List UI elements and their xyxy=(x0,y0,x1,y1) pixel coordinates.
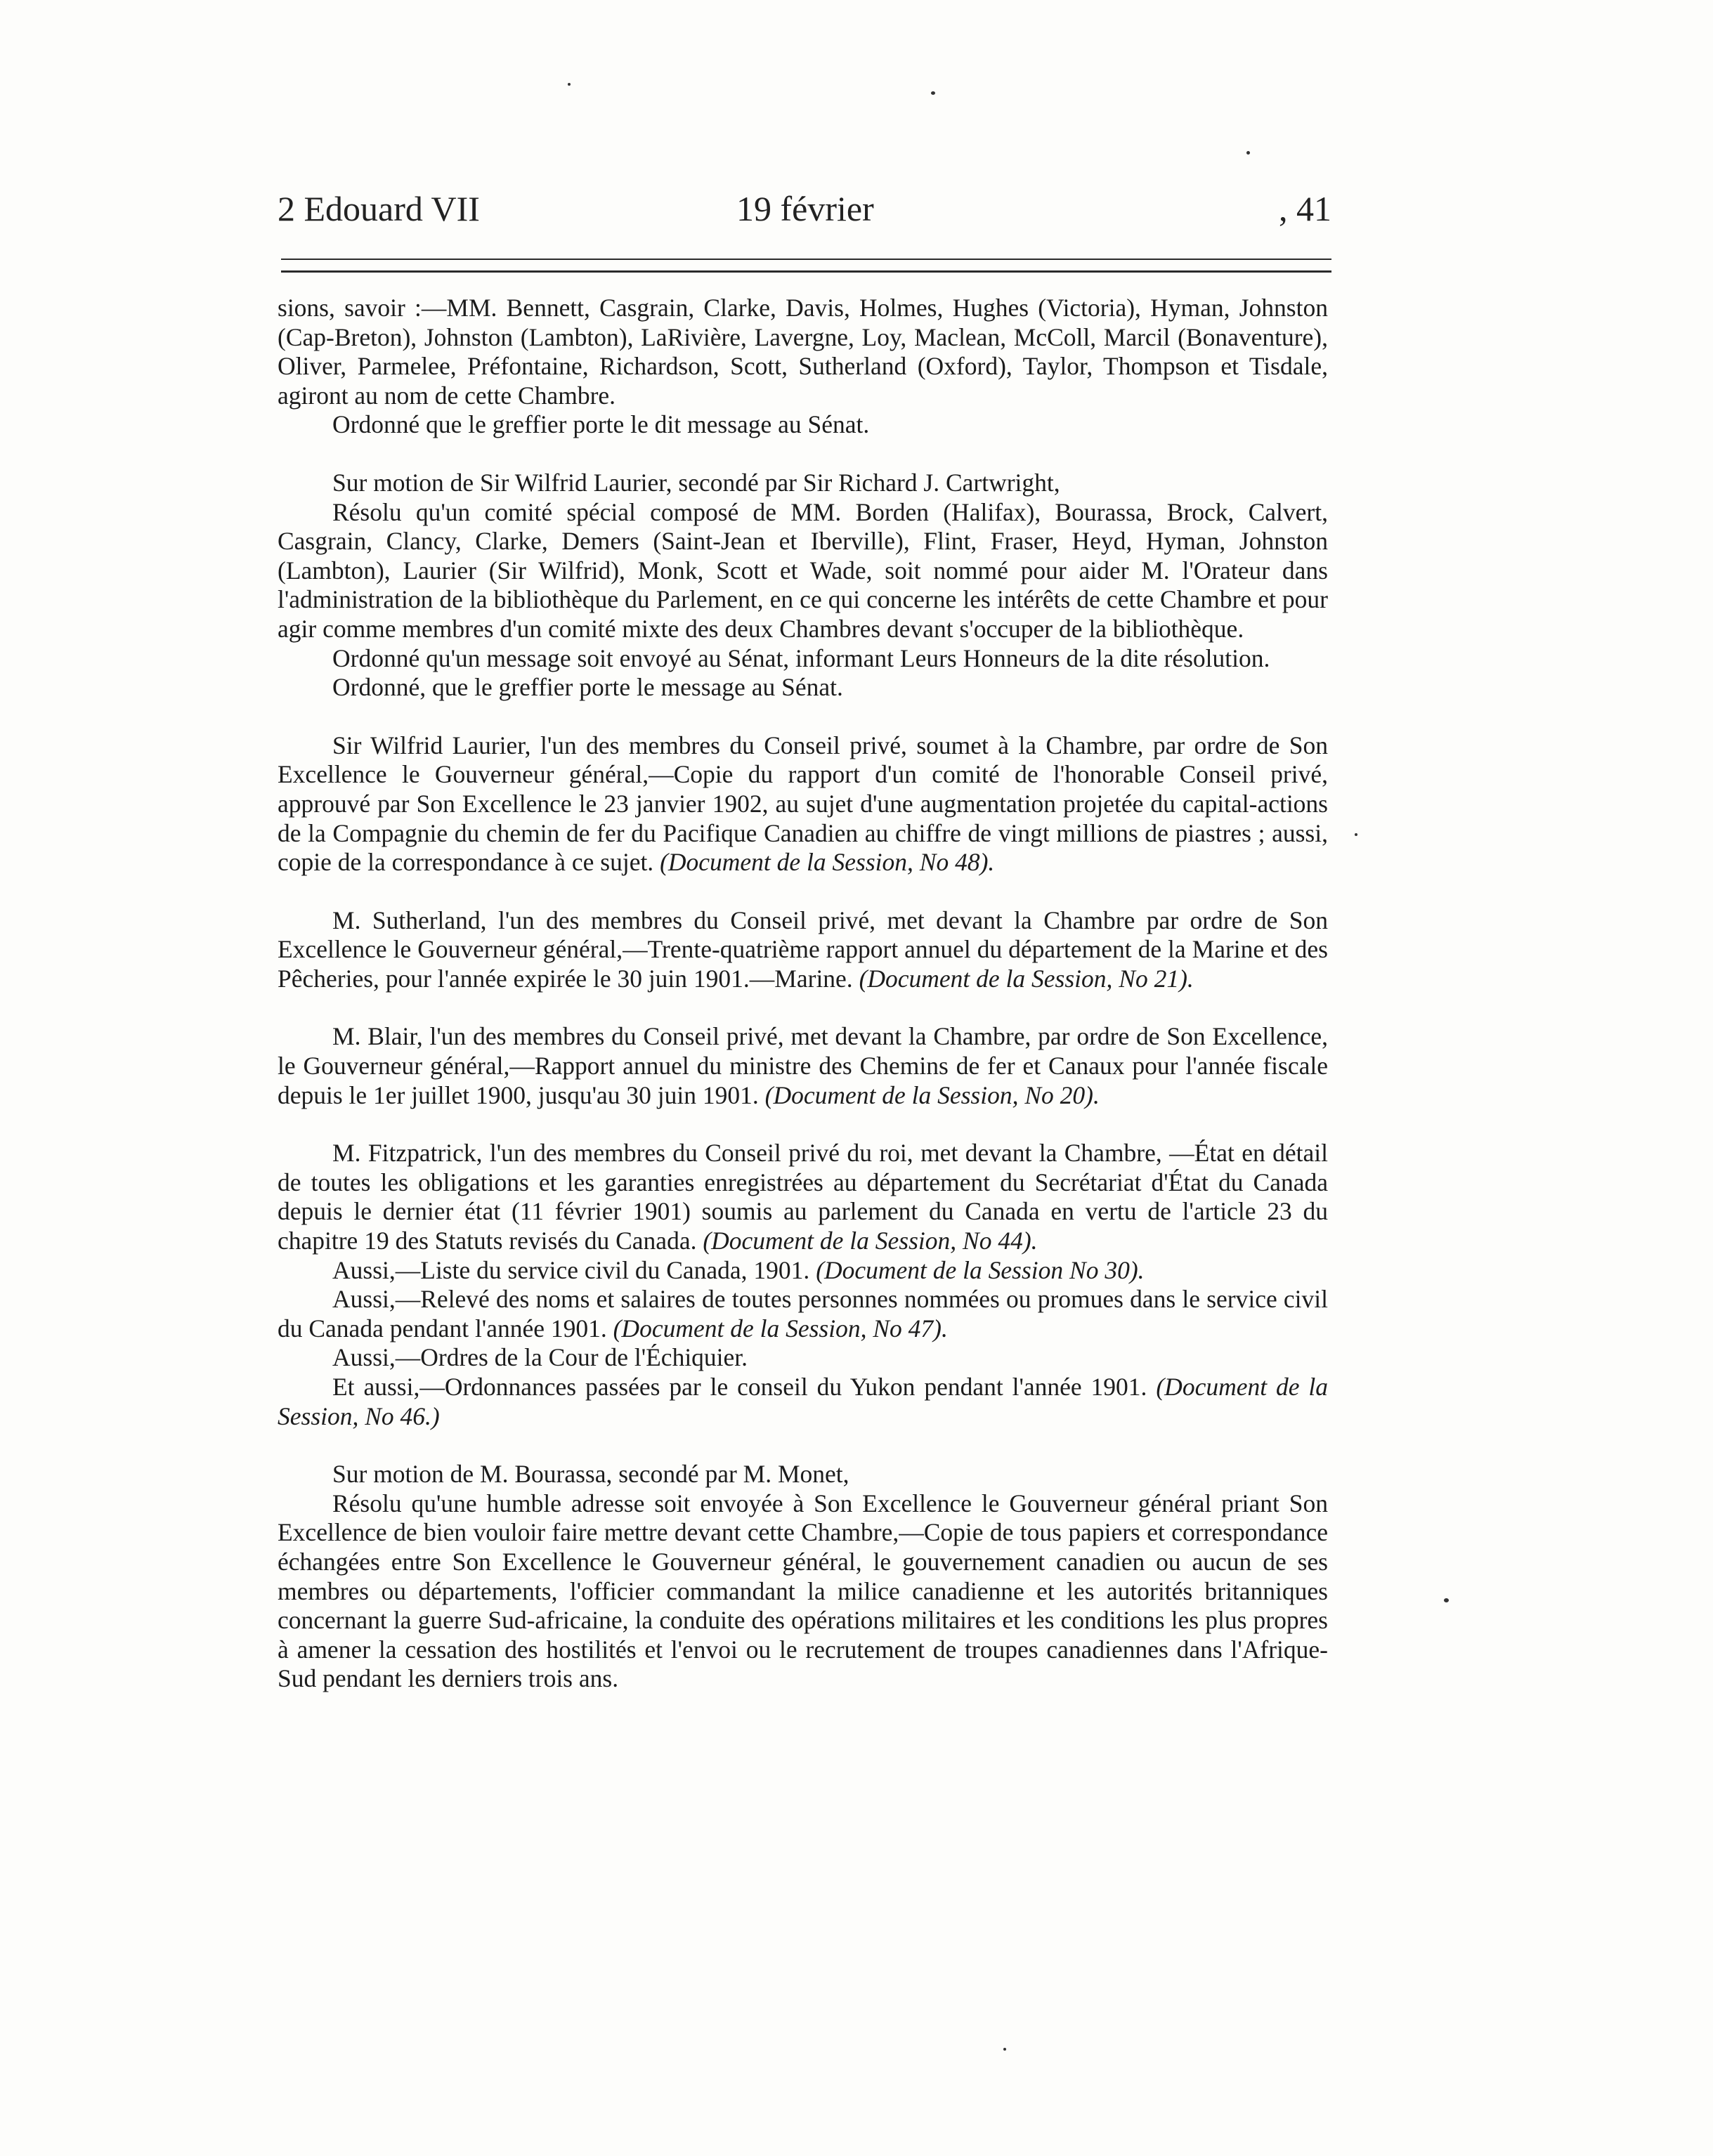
paragraph-exchequer-orders: Aussi,—Ordres de la Cour de l'Échiquier. xyxy=(332,1343,748,1372)
paragraph-blair-report: M. Blair, l'un des membres du Conseil privé, met devant la Chambre, par ordre de Son Excellence, le Gouverneur général,—Rapport annuel du ministre des Chemins de fer et Canaux pour l'année fiscale depuis le 1er juillet 1900, jusqu'au 30 juin 1901. (Document de la Session, No 20). xyxy=(278,1022,1328,1109)
paragraph-laurier-report: Sir Wilfrid Laurier, l'un des membres du Conseil privé, soumet à la Chambre, par ordre de Son Excellence le Gouverneur général,—Copie du rapport d'un comité de l'honorable Conseil privé, approuvé par Son Excellence le 23 janvier 1902, au sujet d'une augmentation projetée du capital-actions de la Compagnie du chemin de fer du Pacifique Canadien au chiffre de vingt millions de piastres ; aussi, copie de la correspondance à ce sujet. (Document de la Session, No 48). xyxy=(278,731,1328,877)
running-header xyxy=(278,188,1331,244)
page-number: , 41 xyxy=(1279,189,1331,228)
paragraph-motion-bourassa: Sur motion de M. Bourassa, secondé par M. Monet, xyxy=(332,1460,849,1489)
paragraph-resolution-address: Résolu qu'une humble adresse soit envoyée à Son Excellence le Gouverneur général priant Son Excellence de bien vouloir faire mettre devant cette Chambre,—Copie de tous papiers et correspondance échangées entre Son Excellence le Gouverneur général, le gouvernement canadien ou aucun de ses membres ou départements, l'officier commandant la milice canadienne et les autorités britanniques concernant la guerre Sud-africaine, la conduite des opérations militaires et les conditions les plus propres à amener la cessation des hostilités et l'envoi ou le recrutement de troupes canadiennes dans l'Afrique-Sud pendant les derniers trois ans. xyxy=(278,1489,1328,1693)
paragraph-committee-list: sions, savoir :—MM. Bennett, Casgrain, Clarke, Davis, Holmes, Hughes (Victoria), Hyman, Johnston (Cap-Breton), Johnston (Lambton), LaRivière, Lavergne, Loy, Maclean, McColl, Marcil (Bonaventure), Oliver, Parmelee, Préfontaine, Richardson, Scott, Sutherland (Oxford), Taylor, Thompson et Tisdale, agiront au nom de cette Chambre. xyxy=(278,294,1328,410)
journal-body xyxy=(278,294,1328,1694)
session-document-ref: (Document de la Session, No 20). xyxy=(764,1080,1100,1109)
paragraph-sutherland-report: M. Sutherland, l'un des membres du Conseil privé, met devant la Chambre par ordre de Son Excellence le Gouverneur général,—Trente-quatrième rapport annuel du département de la Marine et des Pêcheries, pour l'année expirée le 30 juin 1901.—Marine. (Document de la Session, No 21). xyxy=(278,906,1328,993)
paragraph-order-senate: Ordonné qu'un message soit envoyé au Sénat, informant Leurs Honneurs de la dite résolution. xyxy=(332,643,1270,672)
paragraph-civil-service-list: Aussi,—Liste du service civil du Canada, 1901. (Document de la Session No 30). xyxy=(332,1255,1145,1284)
session-document-ref: (Document de la Session, No 44). xyxy=(703,1227,1038,1255)
paragraph-order-message: Ordonné que le greffier porte le dit message au Sénat. xyxy=(332,410,870,439)
header-reign: 2 Edouard VII xyxy=(278,189,480,228)
session-document-ref: (Document de la Session No 30). xyxy=(816,1255,1145,1284)
header-date: 19 février xyxy=(736,189,874,228)
session-document-ref: (Document de la Session, No 46.) xyxy=(278,1373,1329,1430)
paragraph-yukon-ordinances: Et aussi,—Ordonnances passées par le conseil du Yukon pendant l'année 1901. (Document de la Session, No 46.) xyxy=(278,1373,1329,1430)
header-rule-thick xyxy=(281,270,1331,273)
session-document-ref: (Document de la Session, No 47). xyxy=(613,1314,948,1342)
paragraph-salaries-statement: Aussi,—Relevé des noms et salaires de toutes personnes nommées ou promues dans le service civil du Canada pendant l'année 1901. (Document de la Session, No 47). xyxy=(278,1285,1328,1342)
session-document-ref: (Document de la Session, No 48). xyxy=(660,848,995,877)
session-document-ref: (Document de la Session, No 21). xyxy=(859,964,1194,993)
paragraph-fitzpatrick-report: M. Fitzpatrick, l'un des membres du Conseil privé du roi, met devant la Chambre, —État en détail de toutes les obligations et les garanties enregistrées au département du Secrétariat d'État du Canada depuis le dernier état (11 février 1901) soumis au parlement du Canada en vertu de l'article 23 du chapitre 19 des Statuts revisés du Canada. (Document de la Session, No 44). xyxy=(278,1139,1328,1255)
paragraph-order-clerk: Ordonné, que le greffier porte le message au Sénat. xyxy=(332,673,843,702)
paragraph-resolution-library: Résolu qu'un comité spécial composé de MM. Borden (Halifax), Bourassa, Brock, Calvert, Casgrain, Clancy, Clarke, Demers (Saint-Jean et Iberville), Flint, Fraser, Heyd, Hyman, Johnston (Lambton), Laurier (Sir Wilfrid), Monk, Scott et Wade, soit nommé pour aider M. l'Orateur dans l'administration de la bibliothèque du Parlement, en ce qui concerne les intérêts de cette Chambre et pour agir comme membres d'un comité mixte des deux Chambres devant s'occuper de la bibliothèque. xyxy=(278,497,1328,643)
paragraph-motion-laurier: Sur motion de Sir Wilfrid Laurier, secondé par Sir Richard J. Cartwright, xyxy=(332,468,1060,497)
header-rule-thin xyxy=(281,259,1331,260)
